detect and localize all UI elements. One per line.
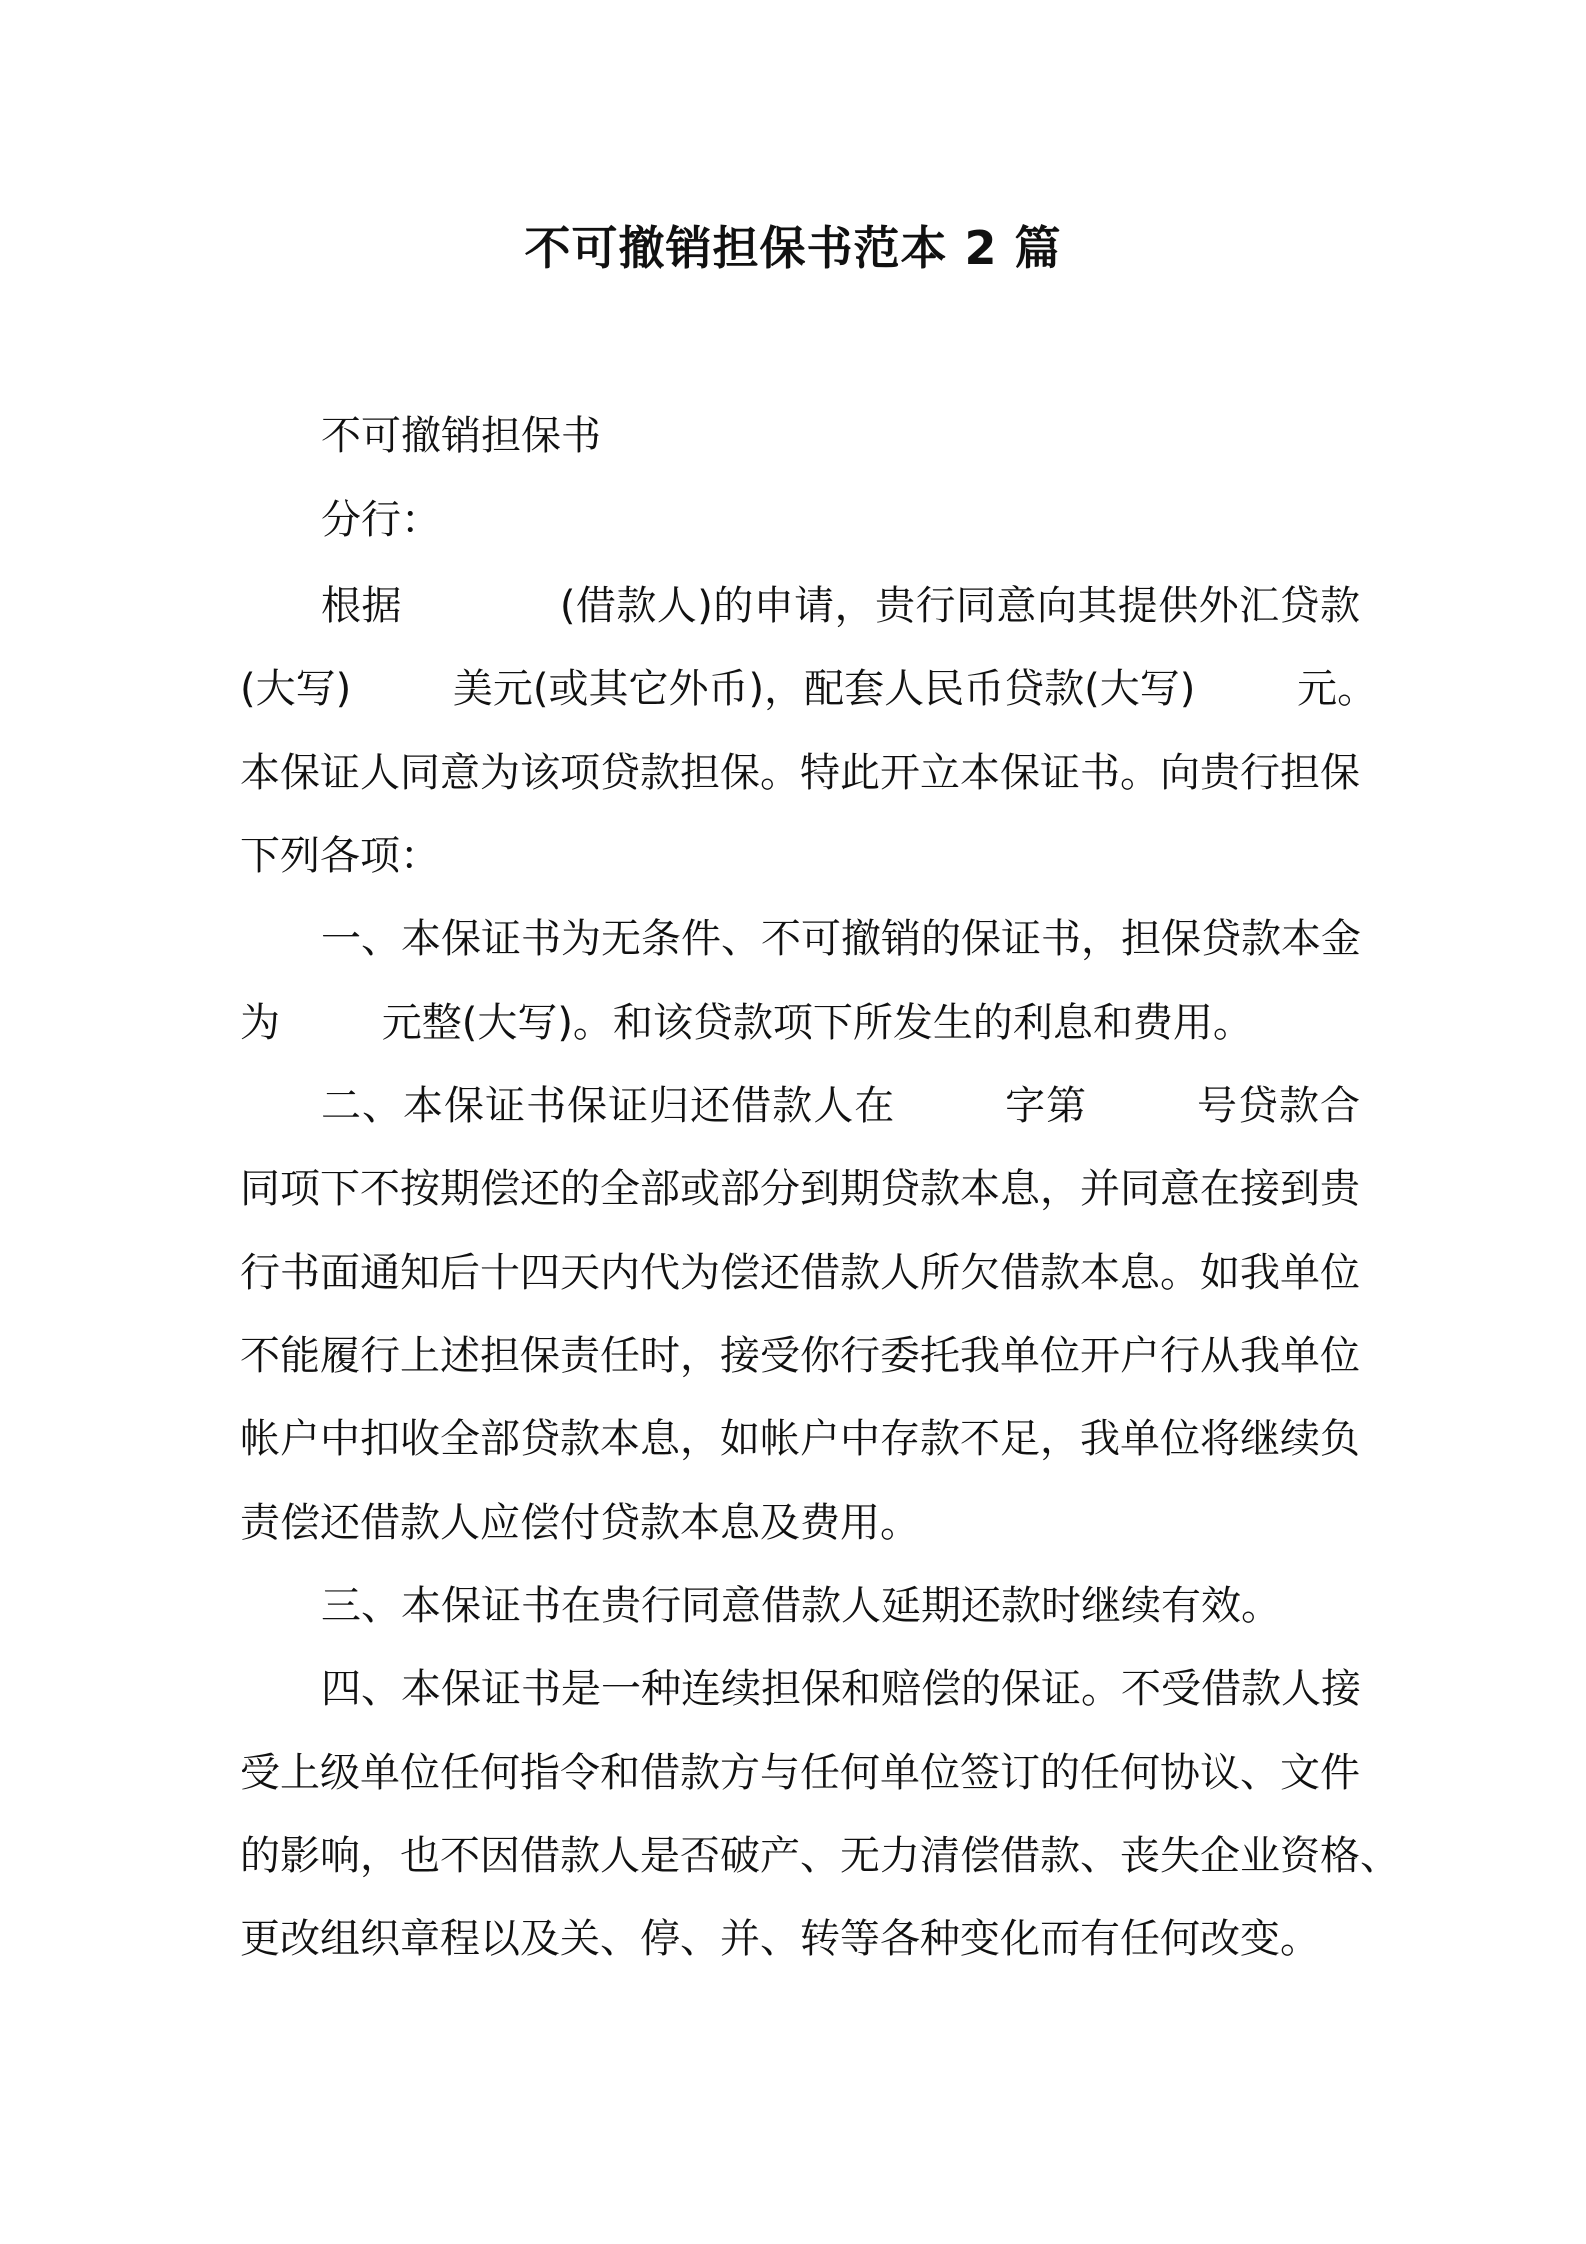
body-line: 下列各项： bbox=[240, 833, 440, 879]
clause-two-line: 不能履行上述担保责任时，接受你行委托我单位开户行从我单位 bbox=[240, 1333, 1360, 1379]
clause-one-line: 一、本保证书为无条件、不可撤销的保证书，担保贷款本金 bbox=[321, 916, 1361, 962]
clause-three-line: 三、本保证书在贵行同意借款人延期还款时继续有效。 bbox=[321, 1583, 1281, 1629]
clause-four-line: 的影响，也不因借款人是否破产、无力清偿借款、丧失企业资格、 bbox=[240, 1833, 1400, 1879]
clause-one-line: 为 元整(大写)。和该贷款项下所发生的利息和费用。 bbox=[240, 1000, 1253, 1046]
body-line: 本保证人同意为该项贷款担保。特此开立本保证书。向贵行担保 bbox=[240, 750, 1360, 796]
clause-two-line: 行书面通知后十四天内代为偿还借款人所欠借款本息。如我单位 bbox=[240, 1250, 1360, 1296]
clause-four-line: 更改组织章程以及关、停、并、转等各种变化而有任何改变。 bbox=[240, 1916, 1320, 1962]
clause-two-line: 责偿还借款人应偿付贷款本息及费用。 bbox=[240, 1500, 920, 1546]
body-line: 根据 (借款人)的申请，贵行同意向其提供外汇贷款 bbox=[321, 583, 1360, 629]
guarantee-heading: 不可撤销担保书 bbox=[321, 413, 601, 459]
body-line: (大写) 美元(或其它外币)，配套人民币贷款(大写) 元。 bbox=[240, 666, 1378, 712]
clause-four-line: 四、本保证书是一种连续担保和赔偿的保证。不受借款人接 bbox=[321, 1666, 1361, 1712]
clause-two-line: 帐户中扣收全部贷款本息，如帐户中存款不足，我单位将继续负 bbox=[240, 1416, 1360, 1462]
clause-four-line: 受上级单位任何指令和借款方与任何单位签订的任何协议、文件 bbox=[240, 1750, 1360, 1796]
document-title: 不可撤销担保书范本 2 篇 bbox=[524, 221, 1062, 275]
addressee-line: 分行： bbox=[321, 497, 441, 543]
clause-two-line: 同项下不按期偿还的全部或部分到期贷款本息，并同意在接到贵 bbox=[240, 1166, 1360, 1212]
clause-two-line: 二、本保证书保证归还借款人在 字第 号贷款合 bbox=[321, 1083, 1360, 1129]
